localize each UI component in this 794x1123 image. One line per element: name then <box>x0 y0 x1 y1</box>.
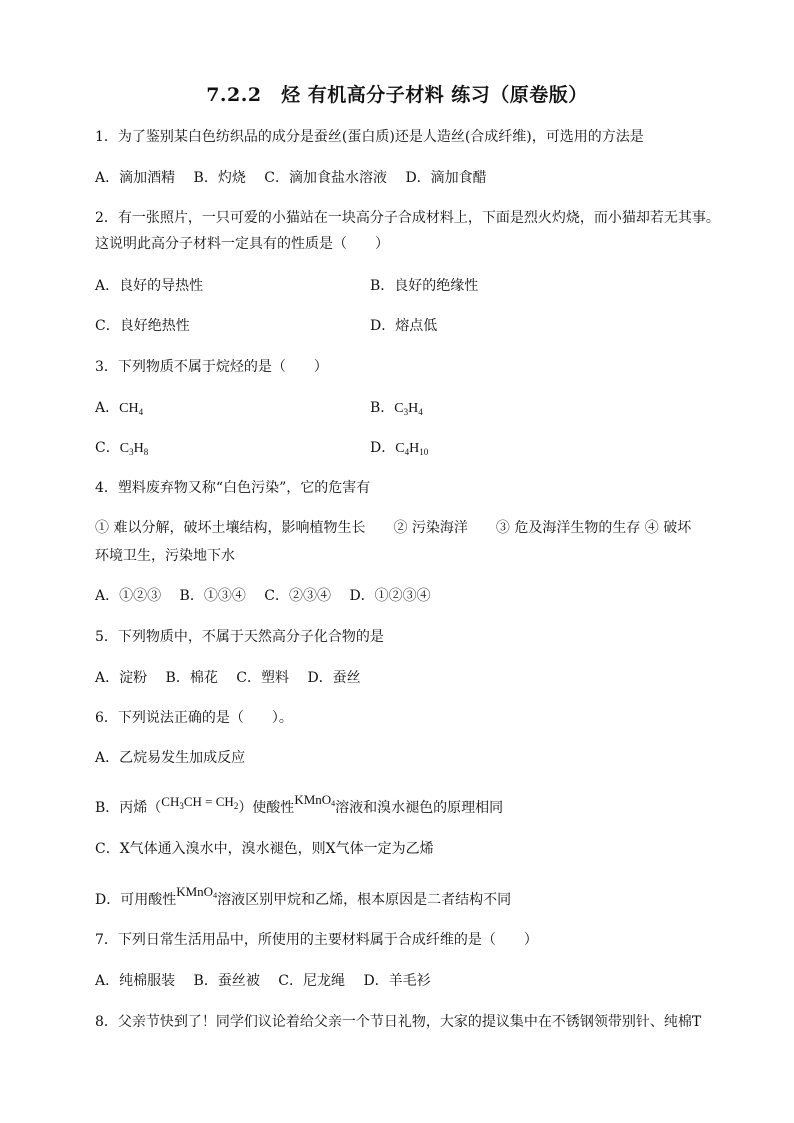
formula-subscript: 4 <box>418 407 423 417</box>
question-7-options: A．纯棉服装 B．蚕丝被 C．尼龙绳 D．羊毛衫 <box>95 973 431 989</box>
formula-subscript: 4 <box>138 407 144 417</box>
formula-part: KMnO <box>294 792 332 807</box>
question-2-stem-line2: 这说明此高分子材料一定具有的性质是（ ） <box>95 236 389 252</box>
question-1-stem: 1．为了鉴别某白色纺织品的成分是蚕丝(蛋白质)还是人造丝(合成纤维)，可选用的方法是 <box>95 129 644 145</box>
kmno4-formula <box>176 884 217 899</box>
question-3-stem: 3．下列物质不属于烷烃的是（ ） <box>95 359 328 375</box>
question-4-statement-line2: 环境卫生，污染地下水 <box>95 548 235 564</box>
question-2-option-a: A．良好的导热性 <box>95 278 204 294</box>
formula-subscript: 10 <box>419 447 429 457</box>
option-d-suffix: 溶液区别甲烷和乙烯，根本原因是二者结构不同 <box>217 892 512 908</box>
option-label: C． <box>95 440 120 456</box>
question-4-options: A．①②③ B．①③④ C．②③④ D．①②③④ <box>95 588 431 604</box>
question-4-stem: 4．塑料废弃物又称“白色污染”，它的危害有 <box>95 480 371 496</box>
question-2-option-c: C．良好绝热性 <box>95 318 190 334</box>
formula-subscript: 4 <box>213 891 218 900</box>
question-6-stem: 6．下列说法正确的是（ ）。 <box>95 710 293 726</box>
question-2-stem-line1: 2．有一张照片，一只可爱的小猫站在一块高分子合成材料上，下面是烈火灼烧，而小猫却若无其事。 <box>95 210 720 226</box>
formula-part: H <box>133 441 144 456</box>
formula-part: C <box>394 401 404 416</box>
formula-part: C <box>395 441 405 456</box>
formula-subscript: 2 <box>233 801 239 811</box>
formula-part: CH <box>119 401 139 416</box>
option-d-prefix: D．可用酸性 <box>95 892 177 908</box>
question-6-option-b <box>95 792 504 818</box>
question-3-option-c <box>95 438 148 459</box>
formula-part: H <box>408 401 419 416</box>
question-4-statement-line1: ① 难以分解，破坏土壤结构，影响植物生长 ② 污染海洋 ③ 危及海洋生物的生存 ④ 破坏 <box>95 520 692 536</box>
kmno4-formula <box>294 792 335 807</box>
option-label: A． <box>95 400 120 416</box>
formula-subscript: 3 <box>179 801 184 811</box>
question-5-options: A．淀粉 B．棉花 C．塑料 D．蚕丝 <box>95 670 361 686</box>
question-3-option-b <box>370 398 423 419</box>
option-b-prefix: B．丙烯（ <box>95 800 162 816</box>
question-3-option-a <box>95 398 143 419</box>
question-6-option-a: A．乙烷易发生加成反应 <box>95 750 246 766</box>
formula-part: KMnO <box>176 884 214 899</box>
option-label: D． <box>370 440 396 456</box>
formula-part: CH <box>161 794 180 809</box>
formula-subscript: 4 <box>404 447 410 457</box>
option-b-middle: ）使酸性 <box>238 800 295 816</box>
propylene-formula <box>161 794 238 809</box>
formula-subscript: 3 <box>403 407 409 417</box>
formula <box>119 401 143 416</box>
formula <box>395 441 428 456</box>
formula-part: C <box>119 441 130 456</box>
formula-part: CH = CH <box>183 794 234 809</box>
option-b-suffix: 溶液和溴水褪色的原理相同 <box>335 800 504 816</box>
question-6-option-d <box>95 884 512 910</box>
question-1-options: A．滴加酒精 B．灼烧 C．滴加食盐水溶液 D．滴加食醋 <box>95 170 487 186</box>
formula <box>394 401 422 416</box>
formula-subscript: 4 <box>331 799 336 808</box>
option-label: B． <box>370 400 395 416</box>
formula-subscript: 3 <box>129 447 134 457</box>
question-7-stem: 7．下列日常生活用品中，所使用的主要材料属于合成纤维的是（ ） <box>95 932 538 948</box>
page-title: 7.2.2 烃 有机高分子材料 练习（原卷版） <box>206 84 588 106</box>
formula-subscript: 8 <box>143 447 149 457</box>
question-5-stem: 5．下列物质中，不属于天然高分子化合物的是 <box>95 629 384 645</box>
formula-part: H <box>409 441 420 456</box>
question-6-option-c: C．X气体通入溴水中，溴水褪色，则X气体一定为乙烯 <box>95 841 434 857</box>
question-2-option-d: D．熔点低 <box>370 318 438 334</box>
question-8-stem: 8．父亲节快到了！同学们议论着给父亲一个节日礼物，大家的提议集中在不锈钢领带别针、纯棉T <box>95 1014 702 1030</box>
question-2-option-b: B．良好的绝缘性 <box>370 278 479 294</box>
question-3-option-d <box>370 438 428 459</box>
formula <box>120 441 148 456</box>
